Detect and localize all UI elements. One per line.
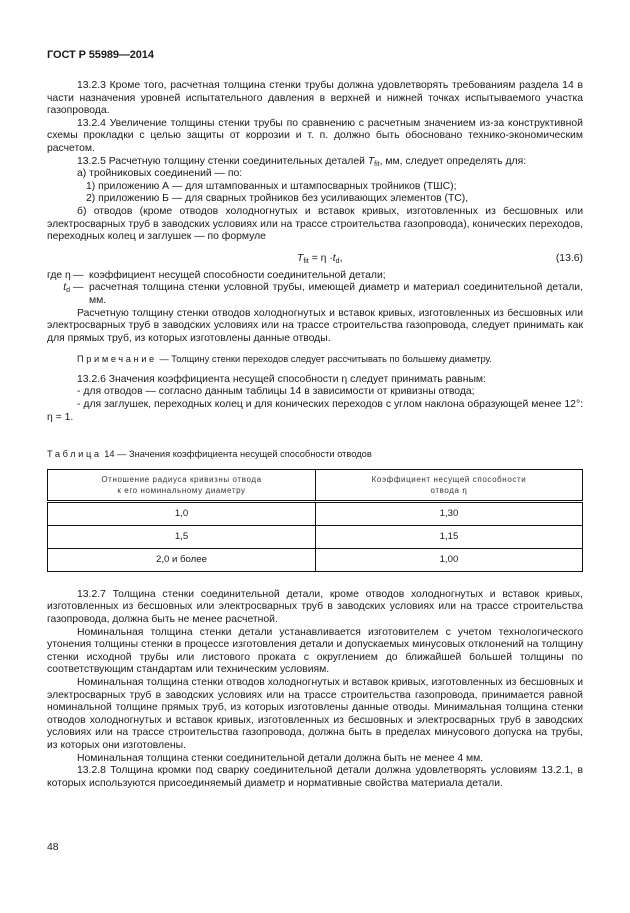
note-label: Примечание [77,354,157,365]
table-cell-coefficient: 1,15 [316,525,583,548]
table-caption-label: Таблица [47,449,102,460]
formula-13-6 [47,250,583,270]
formula-legend: где η — коэффициент несущей способности соединительной детали; $t_d$ — расчетная толщина стенки условной трубы, имеющей диаметр и материал соединительной детали, мм. [47,269,583,306]
paragraph-nominal-3: Номинальная толщина стенки соединительной детали должна быть не менее 4 мм. [77,752,484,764]
table-caption: Таблица 14 — Значения коэффициента несущей способности отводов [47,449,372,460]
table-cell-ratio: 1,0 [48,501,316,525]
legend-symbol-td: $t_d$ [63,282,70,295]
paragraph-bends: Расчетную толщину стенки отводов холодногнутых и вставок кривых, изготовленных из бесшовных или электросварных труб в заводских условиях или на трассе строительства газопровода, следует принимать как для прямых труб, из которых изготовлены данные отводы. [47,307,583,344]
symbol-t: T [367,155,375,167]
page-number: 48 [47,842,59,853]
table-row [48,548,583,571]
table-row [48,501,583,525]
list-item-a2: 2) приложению Б — для сварных тройников без усиливающих элементов (ТС), [86,193,469,205]
page-body [47,80,583,790]
table-cell-coefficient: 1,00 [316,548,583,571]
paragraph-13-2-5: 13.2.5 Расчетную толщину стенки соединительных деталей $T_{fit}$, мм, следует определять для: [77,155,527,168]
table-header-ratio: Отношение радиуса кривизны отвода к его номинальному диаметру [48,469,316,501]
list-item-a1: 1) приложению А — для штампованных и штампосварных тройников (ТШС); [86,180,457,192]
table-cell-coefficient: 1,30 [316,501,583,525]
formula-number: (13.6) [555,252,583,264]
document-header: ГОСТ Р 55989—2014 [47,49,154,61]
formula-expression: $T_{fit} = \eta \cdot t_d$, [297,252,343,265]
list-item-a: а) тройниковых соединений — по: [77,168,243,180]
table-14 [47,469,583,572]
paragraph-13-2-3: 13.2.3 Кроме того, расчетная толщина стенки трубы должна удовлетворять требованиям раздела 14 в части назначения уровней испытательного давления в верхней и нижней точках испытываемого участка газопровода. [47,80,583,117]
section-after-table [47,589,583,791]
paragraph-nominal-1: Номинальная толщина стенки детали устанавливается изготовителем с учетом технологического утонения толщины стенки в процессе изготовления детали и допускаемых минусовых отклонений на толщину стенки исходной трубы или листового проката с округлением до ближайшей большей толщины по соответствующим стандартам или техническим условиям. [47,626,583,676]
table-header-coefficient: Коэффициент несущей способности отвода η [316,469,583,501]
note: Примечание — Толщину стенки переходов следует рассчитывать по большему диаметру. [77,354,492,365]
table-row [48,525,583,548]
table-header-row [48,469,583,501]
paragraph-13-2-7: 13.2.7 Толщина стенки соединительной детали, кроме отводов холодногнутых и вставок кривых, изготовленных из бесшовных или электросварных труб в заводских условиях или на трассе строительства газопровода, должна быть не менее расчетной. [47,588,583,626]
legend-text-td: расчетная толщина стенки условной трубы, имеющей диаметр и материал соединительной детали, мм. [89,282,583,306]
list-item-b: б) отводов (кроме отводов холодногнутых и вставок кривых, изготовленных из бесшовных или электросварных труб в заводских условиях или на трассе строительства газопровода), конических переходов, переходных колец и заглушек — по формуле [47,205,583,243]
table-cell-ratio: 1,5 [48,525,316,548]
paragraph-13-2-6-item-1: - для отводов — согласно данным таблицы 14 в зависимости от кривизны отвода; [77,386,475,398]
paragraph-13-2-4: 13.2.4 Увеличение толщины стенки трубы по сравнению с расчетным значением из-за конструктивной схемы прокладки с целью защиты от коррозии и т. п. должно быть обосновано технико-экономическим расчетом. [47,117,583,154]
paragraph-13-2-6-item-2: - для заглушек, переходных колец и для конических переходов с углом наклона образующей менее 12°: η = 1. [47,399,583,423]
legend-text-eta: коэффициент несущей способности соединительной детали; [89,269,386,281]
paragraph-13-2-6: 13.2.6 Значения коэффициента несущей способности η следует принимать равным: [77,373,486,385]
table-cell-ratio: 2,0 и более [48,548,316,571]
paragraph-nominal-2: Номинальная толщина стенки отводов холодногнутых и вставок кривых, изготовленных из бесшовных и электросварных труб в заводских условиях или на трассе строительства газопровода, принимается равной номинальной толщине прямых труб, из которых изготовлены данные отводы. Минимальная толщина стенки отводов холодногнутых и вставок кривых, изготовленных из бесшовных и электросварных труб в заводских условиях или на трассе строительства газопровода, должна быть в пределах минусового допуска на трубы, из которых они изготовлены. [47,677,583,751]
legend-symbol-eta: где η [47,269,71,281]
paragraph-13-2-8: 13.2.8 Толщина кромки под сварку соединительной детали должна удовлетворять условиям 13.2.1, в которых используются присоединяемый диаметр и нормативные свойства материала детали. [47,765,583,789]
